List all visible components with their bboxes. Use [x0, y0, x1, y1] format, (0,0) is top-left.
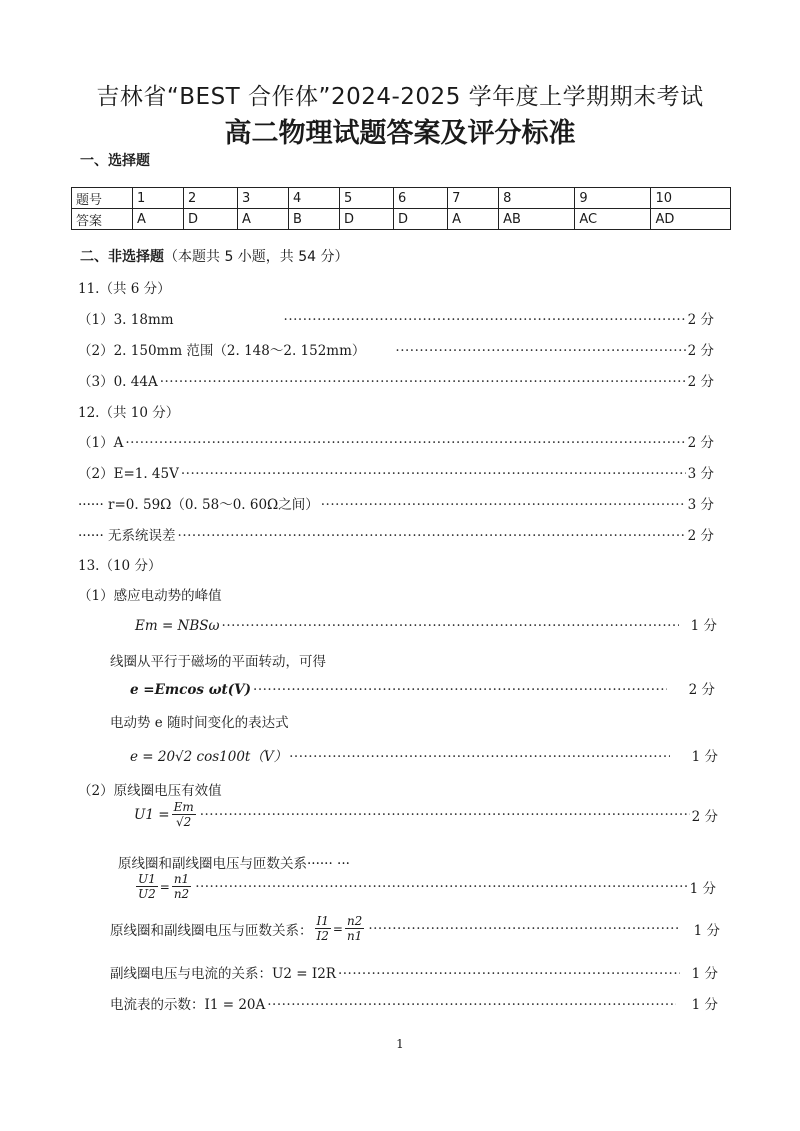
table-cell: A	[238, 209, 289, 230]
leader-dots	[125, 435, 685, 451]
item-label: （3）0. 44A	[78, 374, 158, 390]
leader-dots	[289, 749, 670, 765]
item-score: 1 分	[689, 880, 716, 897]
section-1-title: 一、选择题	[80, 153, 150, 169]
item-label: （2）2. 150mm 范围（2. 148～2. 152mm）	[78, 343, 366, 359]
q13-eq-8	[110, 993, 718, 1013]
item-score: 2 分	[688, 682, 715, 698]
item-label: （2）E=1. 45V	[78, 466, 179, 482]
leader-dots	[338, 966, 680, 982]
item-score: 1 分	[690, 618, 717, 634]
table-cell: D	[183, 209, 237, 230]
q13-text-3: 原线圈和副线圈电压与匝数关系······ ···	[118, 856, 350, 872]
item-score: 2 分	[687, 343, 714, 359]
item-score: 2 分	[687, 528, 714, 544]
table-cell: B	[288, 209, 339, 230]
table-cell: 答案	[72, 209, 133, 230]
denominator: U2	[138, 887, 156, 901]
table-cell: 6	[394, 188, 448, 209]
table-cell: 题号	[72, 188, 133, 209]
section-2-heading: 二、非选择题	[80, 249, 164, 265]
fraction-right	[172, 872, 191, 901]
q12-item-4	[78, 524, 714, 544]
item-label: （1）3. 18mm	[78, 312, 174, 328]
q13-part-1-title: （1）感应电动势的峰值	[78, 588, 222, 604]
leader-dots	[178, 528, 686, 544]
q13-eq-6: 原线圈和副线圈电压与匝数关系： $\frac{I1}{I2}$ = $\frac{n2}{n1}$ ····· 1 分	[110, 914, 720, 943]
item-label: （1）A	[78, 435, 124, 451]
table-cell: 8	[499, 188, 575, 209]
item-label: ······ 无系统误差	[78, 528, 176, 544]
denominator: √2	[176, 815, 192, 829]
item-label: 原线圈和副线圈电压与匝数关系：	[110, 922, 313, 939]
section-2-note: （本题共 5 小题，共 54 分）	[164, 249, 349, 265]
q13-eq-4	[134, 800, 718, 829]
q12-header: 12.（共 10 分）	[78, 405, 180, 421]
leader-dots	[160, 374, 686, 390]
item-score: 2 分	[691, 808, 718, 825]
table-cell: 5	[339, 188, 393, 209]
item-score: 1 分	[691, 749, 718, 765]
leader-dots	[181, 466, 686, 482]
q11-item-1	[78, 308, 714, 328]
q13-eq-5: $\frac{U1}{U2}$ = $\frac{n1}{n2}$ ····· 1 分	[134, 872, 716, 901]
numerator: n2	[346, 914, 363, 928]
section-2-title	[80, 246, 349, 266]
item-score: 2 分	[687, 312, 714, 328]
q11-item-2	[78, 339, 714, 359]
table-cell: 7	[448, 188, 499, 209]
table-cell: 10	[651, 188, 731, 209]
leader-dots	[284, 312, 686, 328]
table-cell: 9	[575, 188, 651, 209]
fraction-left	[136, 872, 158, 901]
leader-dots	[368, 921, 677, 937]
denominator: I2	[316, 929, 329, 943]
q11-header: 11.（共 6 分）	[78, 281, 171, 297]
leader-dots	[395, 343, 685, 359]
table-cell: 2	[183, 188, 237, 209]
item-score: 1 分	[691, 966, 718, 982]
numerator: n1	[173, 872, 190, 886]
item-score: 3 分	[687, 497, 714, 513]
leader-dots	[321, 497, 686, 513]
q13-eq-2	[130, 678, 715, 698]
q13-eq-7	[110, 962, 718, 982]
page-number: 1	[396, 1037, 404, 1051]
item-score: 3 分	[687, 466, 714, 482]
item-score: 2 分	[687, 435, 714, 451]
table-row-answers	[72, 209, 731, 230]
leader-dots	[222, 618, 679, 634]
leader-dots	[267, 997, 675, 1013]
table-cell: 1	[133, 188, 184, 209]
q13-text-2: 电动势 e 随时间变化的表达式	[110, 715, 289, 731]
q11-item-3	[78, 370, 714, 390]
q13-eq-1	[135, 614, 717, 634]
q12-item-1	[78, 431, 714, 451]
leader-dots	[200, 807, 690, 823]
numerator: Em	[173, 800, 194, 814]
fraction-right	[345, 914, 364, 943]
q13-eq-3	[130, 745, 718, 765]
item-score: 1 分	[691, 997, 718, 1013]
table-cell: D	[339, 209, 393, 230]
table-cell: AB	[499, 209, 575, 230]
denominator: n1	[346, 929, 363, 943]
fraction	[172, 800, 196, 829]
numerator: U1	[138, 872, 156, 886]
item-label: ······ r=0. 59Ω（0. 58～0. 60Ω之间）	[78, 497, 319, 513]
item-label: 副线圈电压与电流的关系：U2 = I2R	[110, 966, 336, 982]
title-line-1: 吉林省“BEST 合作体”2024-2025 学年度上学期期末考试	[96, 84, 704, 110]
fraction-left	[315, 914, 331, 943]
leader-dots	[195, 879, 687, 895]
table-cell: A	[448, 209, 499, 230]
equation: e =Emcos ωt(V)	[130, 682, 252, 698]
table-cell: 3	[238, 188, 289, 209]
table-cell: AC	[575, 209, 651, 230]
table-cell: 4	[288, 188, 339, 209]
q13-header: 13.（10 分）	[78, 558, 162, 574]
answer-table	[71, 187, 731, 230]
leader-dots	[253, 682, 667, 698]
q12-item-3	[78, 493, 714, 513]
equation: Em = NBSω	[135, 618, 220, 634]
table-cell: A	[133, 209, 184, 230]
q13-text-1: 线圈从平行于磁场的平面转动，可得	[110, 654, 326, 670]
equation: e = 20√2 cos100t（V）	[130, 749, 288, 765]
item-label: 电流表的示数：I1 = 20A	[110, 997, 266, 1013]
title-line-2: 高二物理试题答案及评分标准	[224, 118, 576, 149]
q13-part-2-title: （2）原线圈电压有效值	[78, 783, 222, 799]
equation-lhs: U1 =	[134, 806, 170, 823]
item-score: 2 分	[687, 374, 714, 390]
table-row-numbers	[72, 188, 731, 209]
numerator: I1	[316, 914, 329, 928]
item-score: 1 分	[693, 922, 720, 939]
table-cell: AD	[651, 209, 731, 230]
q12-item-2	[78, 462, 714, 482]
table-cell: D	[394, 209, 448, 230]
denominator: n2	[173, 887, 190, 901]
